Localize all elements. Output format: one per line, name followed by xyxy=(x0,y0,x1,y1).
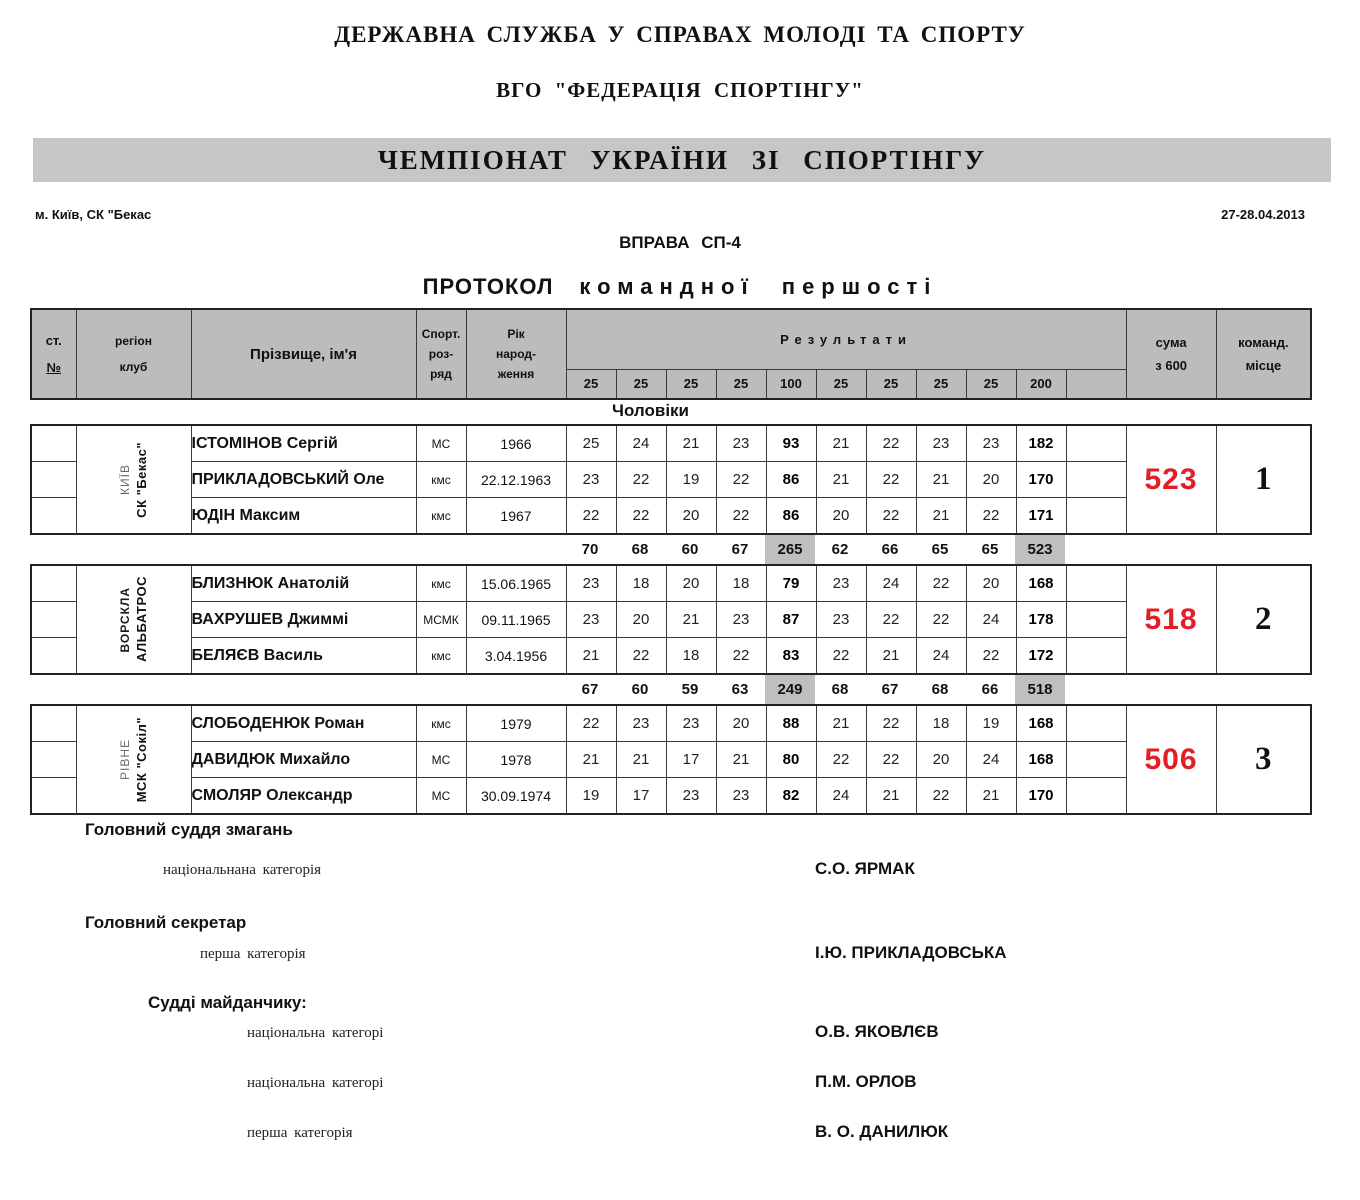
score-cell: 22 xyxy=(916,565,966,602)
score-cell: 23 xyxy=(816,602,866,638)
athlete-birth: 22.12.1963 xyxy=(466,462,566,498)
gap-cell xyxy=(1066,602,1126,638)
col-header-team-place xyxy=(1216,309,1311,399)
athlete-birth: 1966 xyxy=(466,425,566,462)
athlete-name: ПРИКЛАДОВСЬКИЙ Оле xyxy=(191,462,416,498)
score-cell: 25 xyxy=(566,425,616,462)
team-block-1 xyxy=(30,424,1312,535)
totals-spacer xyxy=(30,535,565,564)
club-name: СК "Бекас" xyxy=(134,441,149,518)
score-cell: 22 xyxy=(816,742,866,778)
score-cell: 22 xyxy=(866,705,916,742)
start-number-cell xyxy=(31,602,76,638)
totals-cell-100: 249 xyxy=(765,675,815,704)
series-header: 25 xyxy=(716,369,766,399)
start-number-cell xyxy=(31,742,76,778)
field-judges-label: Судді майданчику: xyxy=(148,993,307,1012)
region-club-cell xyxy=(76,565,191,674)
section-row xyxy=(30,400,1312,424)
totals-cell: 65 xyxy=(931,541,949,558)
score-cell: 21 xyxy=(716,742,766,778)
chief-judge-name: С.О. ЯРМАК xyxy=(815,859,915,878)
score-cell: 22 xyxy=(966,498,1016,535)
score-cell: 22 xyxy=(866,498,916,535)
score-cell: 21 xyxy=(566,638,616,675)
athlete-birth: 15.06.1965 xyxy=(466,565,566,602)
athlete-row xyxy=(31,498,1311,535)
team-sum-cell xyxy=(1126,425,1216,534)
series-header: 25 xyxy=(616,369,666,399)
col-header-start-number xyxy=(31,309,76,399)
totals-spacer xyxy=(1065,675,1310,704)
venue-label: м. Київ, СК "Бекас xyxy=(35,207,152,222)
score-cell: 24 xyxy=(866,565,916,602)
gap-cell xyxy=(1066,705,1126,742)
totals-spacer xyxy=(30,675,565,704)
score-cell: 21 xyxy=(866,638,916,675)
athlete-name: ІСТОМІНОВ Сергій xyxy=(191,425,416,462)
score-cell: 22 xyxy=(716,462,766,498)
score-cell: 17 xyxy=(616,778,666,815)
score-cell: 23 xyxy=(716,778,766,815)
sum-line2: з 600 xyxy=(1155,358,1188,373)
score-cell-100: 86 xyxy=(766,498,816,535)
protocol-title xyxy=(0,274,1360,300)
athlete-row xyxy=(31,778,1311,815)
athlete-rank: кмс xyxy=(416,638,466,675)
section-label-men: Чоловіки xyxy=(612,401,689,420)
club-name: АЛЬБАТРОС xyxy=(134,576,149,663)
totals-cell: 68 xyxy=(831,681,849,698)
score-cell: 20 xyxy=(716,705,766,742)
totals-cell: 70 xyxy=(581,541,599,558)
field-judge-1-category: національна категорі xyxy=(247,1025,384,1041)
totals-spacer xyxy=(1065,535,1310,564)
series-header: 25 xyxy=(916,369,966,399)
score-cell: 22 xyxy=(616,462,666,498)
score-cell-100: 93 xyxy=(766,425,816,462)
totals-cell: 68 xyxy=(931,681,949,698)
totals-cell: 65 xyxy=(981,541,999,558)
club-name: МСК "Сокіл" xyxy=(134,716,149,803)
totals-cell: 67 xyxy=(731,541,749,558)
team-sum-cell xyxy=(1126,705,1216,814)
number-label: № xyxy=(46,360,61,375)
field-judge-2-name: П.М. ОРЛОВ xyxy=(815,1072,917,1091)
score-cell: 17 xyxy=(666,742,716,778)
col-header-results: Результати xyxy=(566,309,1126,369)
score-cell: 22 xyxy=(616,498,666,535)
gap-cell xyxy=(1066,425,1126,462)
rank-line3: ряд xyxy=(430,367,452,381)
series-header: 25 xyxy=(866,369,916,399)
team-place-cell: 3 xyxy=(1216,705,1311,814)
athlete-rank: МСМК xyxy=(416,602,466,638)
score-cell: 18 xyxy=(716,565,766,602)
year-line3: ження xyxy=(497,367,535,381)
athlete-rank: кмс xyxy=(416,498,466,535)
athlete-row xyxy=(31,638,1311,675)
score-cell: 22 xyxy=(716,638,766,675)
athlete-name: БЕЛЯЄВ Василь xyxy=(191,638,416,675)
gap-cell xyxy=(1066,742,1126,778)
score-cell: 24 xyxy=(616,425,666,462)
event-date: 27-28.04.2013 xyxy=(1221,207,1305,222)
score-cell: 23 xyxy=(666,778,716,815)
place-line1: команд. xyxy=(1238,335,1289,350)
athlete-row xyxy=(31,425,1311,462)
totals-cell-sum: 523 xyxy=(1015,535,1065,564)
org-title-line2: ВГО "ФЕДЕРАЦІЯ СПОРТІНГУ" xyxy=(496,78,864,102)
score-cell: 20 xyxy=(966,565,1016,602)
championship-banner: ЧЕМПІОНАТ УКРАЇНИ ЗІ СПОРТІНГУ xyxy=(33,138,1331,182)
score-cell-200: 182 xyxy=(1016,425,1066,462)
chief-secretary-role: Головний секретар xyxy=(85,913,247,932)
totals-cell-sum: 518 xyxy=(1015,675,1065,704)
athlete-rank: МС xyxy=(416,742,466,778)
score-cell-100: 83 xyxy=(766,638,816,675)
start-number-cell xyxy=(31,705,76,742)
score-cell: 20 xyxy=(616,602,666,638)
score-cell: 21 xyxy=(916,498,966,535)
region-club-cell xyxy=(76,705,191,814)
score-cell-200: 168 xyxy=(1016,705,1066,742)
region-name: РІВНЕ xyxy=(118,738,132,780)
series-header: 25 xyxy=(816,369,866,399)
score-cell-100: 79 xyxy=(766,565,816,602)
team-1-totals-row xyxy=(30,535,1310,564)
team-sum-cell xyxy=(1126,565,1216,674)
athlete-row xyxy=(31,602,1311,638)
athlete-name: ДАВИДЮК Михайло xyxy=(191,742,416,778)
score-cell-200: 170 xyxy=(1016,462,1066,498)
score-cell: 19 xyxy=(666,462,716,498)
rank-line2: роз- xyxy=(428,347,454,361)
year-line1: Рік xyxy=(507,327,525,341)
start-number-cell xyxy=(31,425,76,462)
score-cell: 21 xyxy=(816,462,866,498)
score-cell: 21 xyxy=(666,602,716,638)
totals-cell: 63 xyxy=(731,681,749,698)
chief-judge-role: Головний суддя змагань xyxy=(85,820,293,839)
score-cell: 21 xyxy=(566,742,616,778)
club-label: клуб xyxy=(119,360,148,374)
score-cell-200: 168 xyxy=(1016,742,1066,778)
table-header xyxy=(30,308,1312,400)
start-number-cell xyxy=(31,462,76,498)
start-number-cell xyxy=(31,498,76,535)
gap-cell xyxy=(1066,565,1126,602)
score-cell: 23 xyxy=(566,602,616,638)
totals-cell: 60 xyxy=(681,541,699,558)
chief-judge-category: національнана категорія xyxy=(163,862,322,878)
score-cell-100: 88 xyxy=(766,705,816,742)
series-header: 200 xyxy=(1016,369,1066,399)
series-header: 100 xyxy=(766,369,816,399)
score-cell: 23 xyxy=(566,462,616,498)
team-sum-value: 518 xyxy=(1144,602,1198,636)
totals-cell: 60 xyxy=(631,681,649,698)
protocol-subject: командної першості xyxy=(579,274,938,299)
st-label: ст. xyxy=(45,333,62,348)
athlete-rank: МС xyxy=(416,425,466,462)
totals-cell: 67 xyxy=(581,681,599,698)
start-number-cell xyxy=(31,778,76,815)
score-cell: 21 xyxy=(866,778,916,815)
score-cell-200: 170 xyxy=(1016,778,1066,815)
totals-cell: 66 xyxy=(981,681,999,698)
score-cell: 22 xyxy=(866,742,916,778)
exercise-title: ВПРАВА СП-4 xyxy=(619,233,741,252)
score-cell: 22 xyxy=(966,638,1016,675)
athlete-name: СЛОБОДЕНЮК Роман xyxy=(191,705,416,742)
score-cell: 21 xyxy=(616,742,666,778)
series-header: 25 xyxy=(666,369,716,399)
score-cell-200: 168 xyxy=(1016,565,1066,602)
gap-cell xyxy=(1066,498,1126,535)
region-club-cell xyxy=(76,425,191,534)
athlete-rank: кмс xyxy=(416,565,466,602)
score-cell-100: 82 xyxy=(766,778,816,815)
chief-secretary-name: І.Ю. ПРИКЛАДОВСЬКА xyxy=(815,943,1007,962)
athlete-row xyxy=(31,565,1311,602)
team-2-totals-row xyxy=(30,675,1310,704)
team-sum-value: 523 xyxy=(1144,462,1198,496)
score-cell: 23 xyxy=(966,425,1016,462)
score-cell: 20 xyxy=(916,742,966,778)
score-cell: 22 xyxy=(616,638,666,675)
team-place-cell: 1 xyxy=(1216,425,1311,534)
totals-cell: 59 xyxy=(681,681,699,698)
score-cell: 23 xyxy=(566,565,616,602)
field-judge-3-name: В. О. ДАНИЛЮК xyxy=(815,1122,949,1141)
team-block-2 xyxy=(30,564,1312,675)
score-cell-100: 86 xyxy=(766,462,816,498)
team-place-cell: 2 xyxy=(1216,565,1311,674)
series-header: 25 xyxy=(566,369,616,399)
score-cell: 22 xyxy=(866,602,916,638)
year-line2: народ- xyxy=(495,347,537,361)
score-cell: 20 xyxy=(966,462,1016,498)
athlete-name: БЛИЗНЮК Анатолій xyxy=(191,565,416,602)
score-cell: 21 xyxy=(916,462,966,498)
athlete-name: ВАХРУШЕВ Джиммі xyxy=(191,602,416,638)
athlete-birth: 3.04.1956 xyxy=(466,638,566,675)
region-label: регіон xyxy=(115,334,152,348)
athlete-birth: 30.09.1974 xyxy=(466,778,566,815)
totals-cell: 67 xyxy=(881,681,899,698)
field-judge-3-category: перша категорія xyxy=(247,1125,353,1141)
score-cell: 23 xyxy=(916,425,966,462)
org-title-line1: ДЕРЖАВНА СЛУЖБА У СПРАВАХ МОЛОДІ ТА СПОРТУ xyxy=(334,22,1026,47)
team-sum-value: 506 xyxy=(1144,742,1198,776)
score-cell: 22 xyxy=(816,638,866,675)
score-cell: 24 xyxy=(816,778,866,815)
score-cell: 18 xyxy=(666,638,716,675)
chief-secretary-category: перша категорія xyxy=(200,946,306,962)
col-header-name: Прізвище, ім'я xyxy=(191,309,416,399)
score-cell: 21 xyxy=(816,705,866,742)
start-number-cell xyxy=(31,638,76,675)
score-cell: 24 xyxy=(966,742,1016,778)
score-cell: 18 xyxy=(616,565,666,602)
sum-line1: сума xyxy=(1155,335,1187,350)
score-cell: 21 xyxy=(966,778,1016,815)
score-cell: 19 xyxy=(566,778,616,815)
field-judge-1-name: О.В. ЯКОВЛЄВ xyxy=(815,1022,939,1041)
col-header-sum xyxy=(1126,309,1216,399)
score-cell: 24 xyxy=(916,638,966,675)
athlete-name: ЮДІН Максим xyxy=(191,498,416,535)
score-cell: 18 xyxy=(916,705,966,742)
athlete-rank: МС xyxy=(416,778,466,815)
score-cell-100: 80 xyxy=(766,742,816,778)
series-header: 25 xyxy=(966,369,1016,399)
gap-cell xyxy=(1066,638,1126,675)
gap-cell xyxy=(1066,778,1126,815)
results-table xyxy=(30,308,1312,815)
score-cell-100: 87 xyxy=(766,602,816,638)
score-cell: 20 xyxy=(666,498,716,535)
region-name: ВОРСКЛА xyxy=(118,586,132,653)
score-cell: 21 xyxy=(666,425,716,462)
totals-cell: 62 xyxy=(831,541,849,558)
score-cell: 22 xyxy=(916,778,966,815)
score-cell: 22 xyxy=(716,498,766,535)
score-cell-200: 171 xyxy=(1016,498,1066,535)
place-line2: місце xyxy=(1245,358,1282,373)
athlete-birth: 09.11.1965 xyxy=(466,602,566,638)
team-block-3 xyxy=(30,704,1312,815)
score-cell: 23 xyxy=(666,705,716,742)
athlete-row xyxy=(31,742,1311,778)
rank-line1: Спорт. xyxy=(421,327,461,341)
score-cell: 23 xyxy=(716,602,766,638)
col-header-region-club xyxy=(76,309,191,399)
score-cell: 22 xyxy=(566,705,616,742)
totals-cell-100: 265 xyxy=(765,535,815,564)
score-cell-200: 178 xyxy=(1016,602,1066,638)
score-cell: 23 xyxy=(616,705,666,742)
athlete-birth: 1978 xyxy=(466,742,566,778)
score-cell: 22 xyxy=(916,602,966,638)
start-number-cell xyxy=(31,565,76,602)
score-cell: 23 xyxy=(816,565,866,602)
col-header-rank xyxy=(416,309,466,399)
score-cell: 20 xyxy=(666,565,716,602)
score-cell: 22 xyxy=(866,462,916,498)
athlete-name: СМОЛЯР Олександр xyxy=(191,778,416,815)
totals-cell: 66 xyxy=(881,541,899,558)
score-cell: 20 xyxy=(816,498,866,535)
athlete-row xyxy=(31,462,1311,498)
athlete-rank: кмс xyxy=(416,705,466,742)
gap-cell xyxy=(1066,462,1126,498)
score-cell: 22 xyxy=(566,498,616,535)
region-name: КИЇВ xyxy=(118,464,132,495)
score-cell: 22 xyxy=(866,425,916,462)
athlete-row xyxy=(31,705,1311,742)
series-header-gap xyxy=(1066,369,1126,399)
totals-cell: 68 xyxy=(631,541,649,558)
col-header-birth-year xyxy=(466,309,566,399)
score-cell: 21 xyxy=(816,425,866,462)
score-cell: 24 xyxy=(966,602,1016,638)
score-cell: 23 xyxy=(716,425,766,462)
score-cell-200: 172 xyxy=(1016,638,1066,675)
score-cell: 19 xyxy=(966,705,1016,742)
athlete-rank: кмс xyxy=(416,462,466,498)
athlete-birth: 1967 xyxy=(466,498,566,535)
field-judge-2-category: національна категорі xyxy=(247,1075,384,1091)
athlete-birth: 1979 xyxy=(466,705,566,742)
protocol-word: ПРОТОКОЛ xyxy=(422,274,554,299)
